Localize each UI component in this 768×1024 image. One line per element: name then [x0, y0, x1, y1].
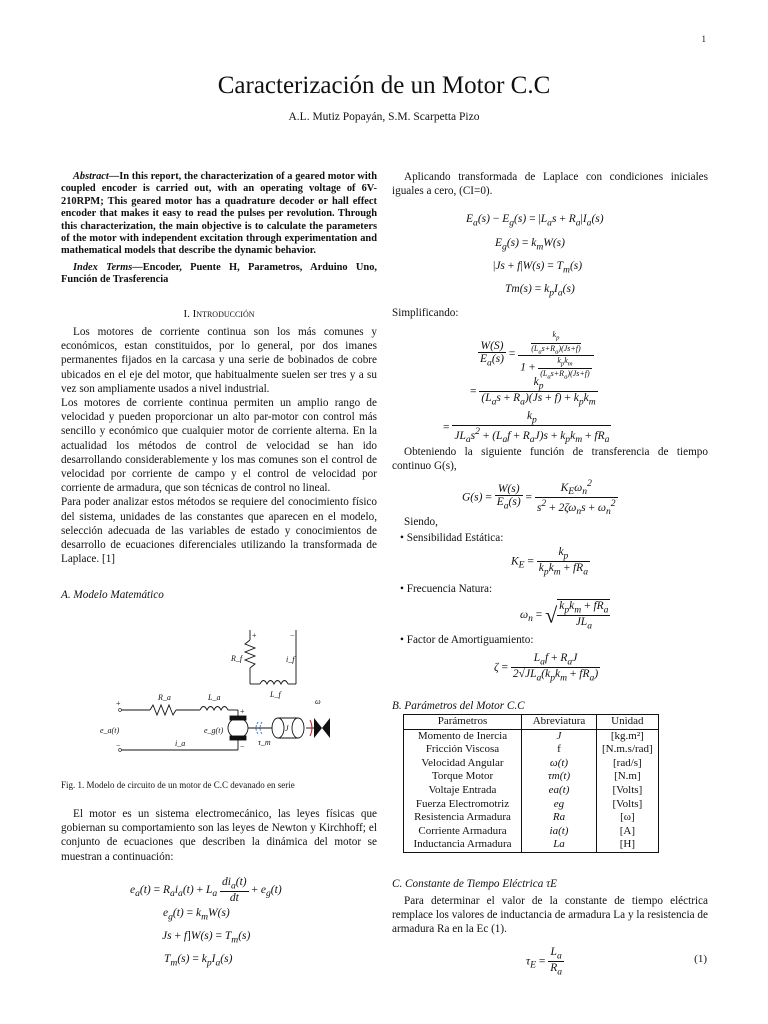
label-ra: R_a [158, 693, 171, 702]
label-lf: L_f [270, 690, 281, 699]
eq-laplace-kvl: $E_a(s) - E_g(s) = |L_as + R_a|I_a(s)$ [466, 213, 604, 229]
eq-laplace-torque: $Tm(s) = k_pI_a(s)$ [505, 283, 575, 299]
subsection-heading-parametros: B. Parámetros del Motor C.C [392, 700, 525, 712]
parameters-table [403, 714, 659, 853]
table-header: Parámetros [404, 715, 522, 730]
svg-text:+: + [240, 707, 245, 716]
label-if: i_f [286, 655, 295, 664]
eq-laplace-emf: $E_g(s) = k_mW(s)$ [495, 237, 565, 253]
intro-paragraph-2: Los motores de corriente continua permiten un amplio rango de velocidad y pueden proporcionar un alto par-motor con control más sencillo y económico que cualquier motor de corriente alterna. En la actualidad los métodos de control de velocidad se han ido desarrollando considerablemente y los mas comunes son el control de velocidad por corriente de campo y el control de velocidad por corriente de armadura, que son técnicas de control no lineal. [61, 397, 377, 495]
section-heading-intro: I. Introducción [183, 308, 255, 320]
eq-transfer-function: G(s) = $\frac{W(s)}{E_a(s)}$ = $\frac{K_E\omega_n^2}{s^2 + 2\zeta\omega_ns + \omega_n^2}$ [462, 478, 616, 518]
figure-caption: Fig. 1. Modelo de circuito de un motor de C.C devanado en serie [61, 780, 295, 790]
paper-title: Caracterización de un Motor C.C [217, 72, 551, 99]
label-ea: e_a(t) [100, 726, 120, 735]
subsection-heading-constante: C. Constante de Tiempo Eléctrica τE [392, 878, 557, 890]
abstract-text: —In this report, the characterization of a geared motor with coupled encoder is carried out, with an operating voltage of 6V-210RPM; This geared motor has a quadrature decoder or hall effect encoder that makes it easy to read the pulses per revolution. Through this characterization, the main objective is to calculate the parameters of the motor with independent excitation through experimentation and mathematical models that describe the dynamic behavior. [61, 171, 377, 257]
eq-time-constant: $\tau_E$ = $\frac{L_a}{R_a}$ [526, 946, 563, 978]
label-tm: τ_m [258, 738, 271, 747]
laplace-paragraph: Aplicando transformada de Laplace con condiciones iniciales iguales a cero, (CI=0). [392, 171, 708, 198]
paper-authors: A.L. Mutiz Popayán, S.M. Scarpetta Pizo [288, 111, 480, 123]
table-row: Voltaje Entrada ea(t) [Volts] [404, 784, 659, 798]
table-row: Torque Motor τm(t) [N.m] [404, 770, 659, 784]
intro-paragraph-3: Para poder analizar estos métodos se requiere del conocimiento físico del sistema, unidades de las constantes que aparecen en el modelo, selección adecuada de las variables de estado y conocimientos de desarrollo de ecuaciones diferenciales utilizando la transformada de Laplace. [1] [61, 496, 377, 566]
eq-static-gain: $K_E$ = $\frac{k_p}{k_pk_m + fR_a}$ [511, 546, 588, 578]
intro-paragraph-1: Los motores de corriente continua son los más comunes y económicos, estan constituidos, por lo general, por dos imanes permanentes fijados en la carcasa y una serie de bobinados de cobre ubicados en el eje del motor, que habitualmente suelen ser tres y a su vez son ampliamente usados a nivel industrial. [61, 326, 377, 395]
eq-simplified-2: = $\frac{k_p}{(L_as + R_a)(Js + f) + k_pk_m}$ [470, 376, 596, 408]
svg-text:−: − [116, 741, 121, 750]
modelo-paragraph: El motor es un sistema electromecánico, las leyes físicas que gobiernan su comportamiento son las leyes de Newton y Kirchhoff; el conjunto de ecuaciones que describen la dinámica del motor se muestran a continuación: [61, 808, 377, 863]
eq-laplace-mech: $|Js + f|W(s) = T_m(s)$ [493, 260, 583, 276]
table-row: Fuerza Electromotriz eg [Volts] [404, 798, 659, 812]
subsection-heading-modelo: A. Modelo Matemático [61, 589, 164, 601]
equation-number: (1) [694, 953, 707, 965]
eq-emf: $e_g(t) = k_mW(s)$ [163, 907, 230, 923]
siendo-label: Siendo, [404, 516, 438, 528]
circuit-diagram [100, 618, 360, 760]
svg-text:+: + [252, 631, 257, 640]
eq-damping: ζ = $\frac{L_af + R_aJ}{2√JL_a(k_pk_m + fR_a)}$ [494, 652, 599, 684]
svg-text:+: + [116, 699, 121, 708]
bullet-amortiguamiento: • Factor de Amortiguamiento: [400, 634, 534, 646]
index-terms-text: —Encoder, Puente H, Parametros, Arduino Uno, Función de Trasferencia [61, 262, 377, 286]
label-rf: R_f [231, 654, 243, 663]
abstract [61, 171, 377, 258]
table-row: Resistencia Armadura Ra [ω] [404, 811, 659, 825]
svg-text:−: − [290, 631, 295, 640]
eq-simplified-3: = $\frac{k_p}{JL_as^2 + (L_af + R_aJ)s + k_pk_m + fR_a}$ [443, 410, 610, 446]
label-omega: ω [315, 697, 321, 706]
eq-torque: $T_m(s) = k_pI_a(s)$ [164, 953, 233, 969]
index-terms [61, 262, 377, 287]
eq-kvl: $e_a(t) = R_ai_a(t) + L_a$ $\frac{di_a(t)}{dt}$ + $e_g(t)$ [130, 876, 282, 905]
eq-mech: $Js + f]W(s) = T_m(s)$ [162, 930, 251, 946]
abstract-label: Abstract [73, 171, 109, 182]
label-j: J [285, 724, 289, 733]
index-terms-label: Index Terms [73, 262, 133, 273]
eq-simplified-1: $\frac{W(S)}{E_a(s)}$ = $k_p$ $(L_as+R_a)(Js+f)$ 1 + $\frac{k_pk_m}{(L_as+R_a)(Js+f)}$ [478, 328, 594, 380]
bullet-sensibilidad: • Sensibilidad Estática: [400, 532, 504, 544]
table-header: Unidad [597, 715, 659, 730]
bullet-frecuencia: • Frecuencia Natura: [400, 583, 493, 595]
table-row: Corriente Armadura ia(t) [A] [404, 825, 659, 839]
label-ia: i_a [175, 739, 186, 748]
page-number: 1 [701, 34, 706, 44]
table-row: Momento de Inercia J [kg.m²] [404, 729, 659, 743]
label-la: L_a [208, 693, 221, 702]
table-row: Inductancia Armadura La [H] [404, 838, 659, 852]
svg-text:−: − [240, 742, 245, 751]
table-row: Velocidad Angular ω(t) [rad/s] [404, 757, 659, 771]
label-eg: e_g(t) [204, 726, 224, 735]
obtain-paragraph: Obteniendo la siguiente función de transferencia de tiempo continuo G(s), [392, 446, 708, 473]
table-header: Abreviatura [522, 715, 597, 730]
intro-body [61, 325, 377, 566]
eq-natural-frequency: $\omega_n$ = √ $\frac{k_pk_m + fR_a}{JL_a}$ [520, 600, 609, 632]
constante-paragraph: Para determinar el valor de la constante de tiempo eléctrica remplace los valores de inductancia de armadura La y la resistencia de armadura Ra en la Ec (1). [392, 895, 708, 936]
table-header-row [404, 715, 659, 730]
table-row: Fricción Viscosa f [N.m.s/rad] [404, 743, 659, 757]
simplificando-label: Simplificando: [392, 307, 459, 319]
